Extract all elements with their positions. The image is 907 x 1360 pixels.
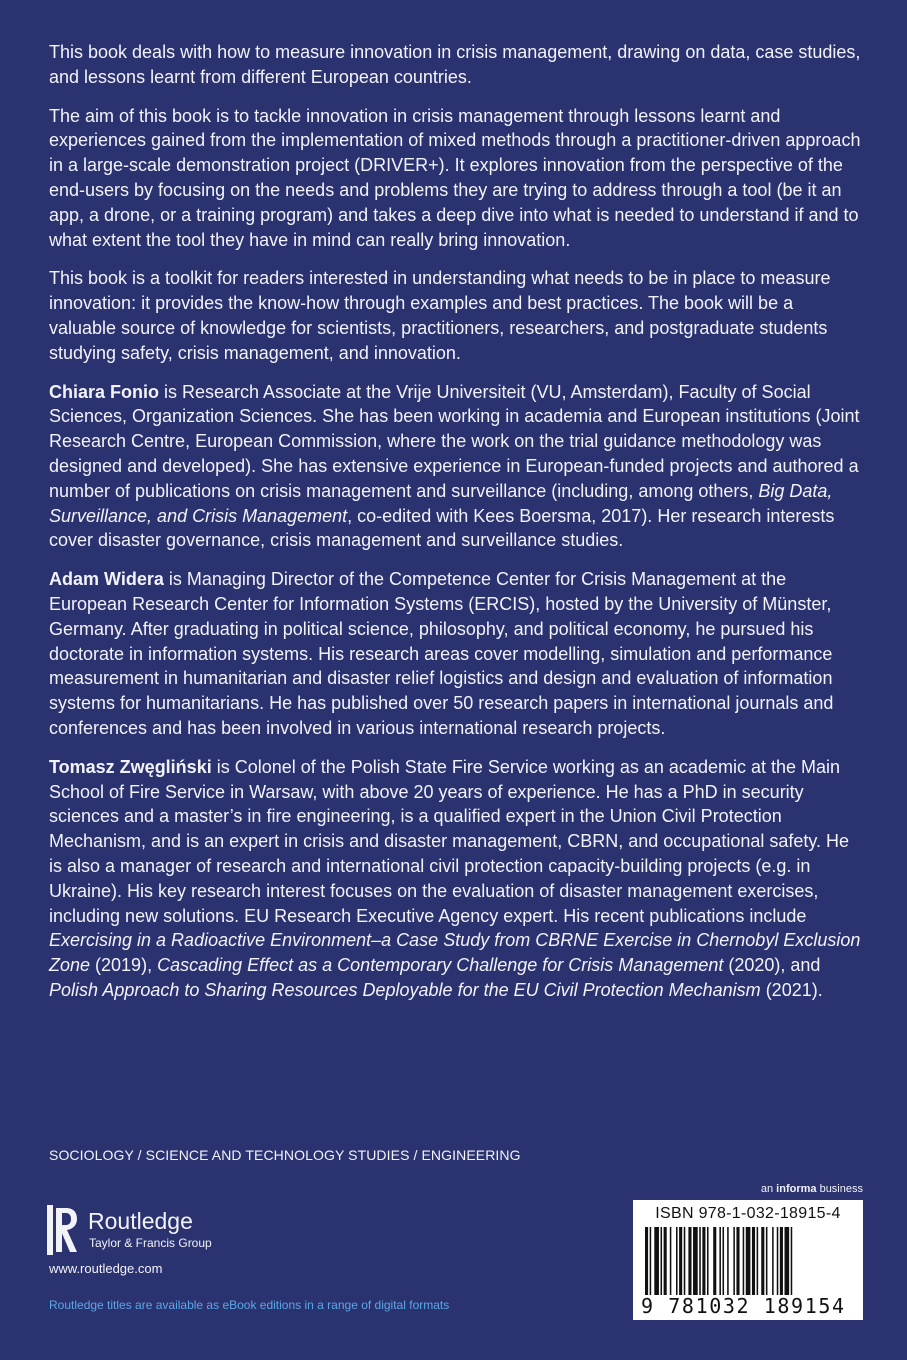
bio-text: (2020), and	[723, 955, 821, 976]
isbn-barcode	[633, 1200, 863, 1320]
author-bio-fonio	[49, 380, 864, 554]
barcode-bar	[645, 1227, 648, 1295]
barcode-bar	[780, 1227, 783, 1295]
book-title: Cascading Effect as a Contemporary Challenge for Crisis Management	[157, 955, 724, 976]
subject-categories: SOCIOLOGY / SCIENCE AND TECHNOLOGY STUDIES / ENGINEERING	[49, 1147, 521, 1163]
book-title: Polish Approach to Sharing Resources Deployable for the EU Civil Protection Mechanism	[49, 979, 761, 1000]
barcode-bar	[688, 1227, 691, 1295]
barcode-bar	[707, 1227, 709, 1295]
informa-suffix: business	[816, 1183, 863, 1195]
barcode-bar	[785, 1227, 790, 1295]
publisher-group: Taylor & Francis Group	[89, 1236, 212, 1250]
barcode-bar	[676, 1227, 678, 1295]
barcode-digits: 9 781032 189154	[641, 1294, 846, 1318]
barcode-bar	[757, 1227, 759, 1295]
author-bio-zweglinski	[49, 755, 864, 1003]
barcode-bar	[702, 1227, 705, 1295]
barcode-bar	[650, 1227, 652, 1295]
barcode-bar	[727, 1227, 729, 1295]
isbn-label: ISBN 978-1-032-18915-4	[655, 1205, 841, 1222]
barcode-bar	[772, 1227, 774, 1295]
informa-tagline	[733, 1183, 863, 1195]
barcode-bar	[684, 1227, 686, 1295]
barcode-bar	[679, 1227, 682, 1295]
bio-text: is Research Associate at the Vrije Universiteit (VU, Amsterdam), Faculty of Social Sciences, Organization Sciences. She has been working in academia and European institutions (Joint Research Centre, European Commission, where the work on the trial guidance methodology was designed and developed). She has extensive experience in European-funded projects and authored a number of publications on crisis management and surveillance (including, among others,	[49, 381, 860, 501]
barcode-bar	[752, 1227, 755, 1295]
bio-text: , co-edited with Kees Boersma, 2017). Her research interests cover disaster governance, crisis management and surveillance studies.	[49, 505, 835, 551]
barcode-bar	[743, 1227, 745, 1295]
book-title: Big Data, Surveillance, and Crisis Management	[49, 480, 833, 526]
publisher-name: Routledge	[88, 1208, 193, 1234]
barcode-bar	[723, 1227, 725, 1295]
barcode-bar	[654, 1227, 659, 1295]
barcode-bar	[661, 1227, 663, 1295]
book-title: Exercising in a Radioactive Environment–a Case Study from CBRNE Exercise in Chernobyl Exclusion Zone	[49, 930, 861, 976]
barcode-bar	[664, 1227, 667, 1295]
barcode-bar	[736, 1227, 739, 1295]
author-bio-widera	[49, 567, 864, 741]
routledge-logo	[46, 1204, 246, 1256]
author-name: Tomasz Zwęgliński	[49, 756, 212, 777]
barcode-bar	[699, 1227, 701, 1295]
publisher-url[interactable]: www.routledge.com	[49, 1261, 163, 1276]
author-name: Chiara Fonio	[49, 381, 160, 402]
barcode-bars	[643, 1227, 855, 1295]
barcode-bar	[761, 1227, 764, 1295]
blurb-paragraph-3: This book is a toolkit for readers interested in understanding what needs to be in place to measure innovation: it provides the know-how through examples and best practices. The book will be a valuable source of knowledge for scientists, practitioners, researchers, and postgraduate students studying safety, crisis management, and innovation.	[49, 268, 831, 363]
barcode-bar	[791, 1227, 793, 1295]
back-cover-text	[49, 40, 864, 1017]
author-name: Adam Widera	[49, 569, 164, 590]
barcode-bar	[733, 1227, 735, 1295]
barcode-bar	[693, 1227, 698, 1295]
informa-prefix: an	[760, 1183, 777, 1195]
bio-text: (2019),	[90, 955, 158, 976]
barcode-bar	[713, 1227, 716, 1295]
bio-text: (2021).	[760, 979, 823, 1000]
bio-text: is Colonel of the Polish State Fire Service working as an academic at the Main School of Fire Service in Warsaw, with above 20 years of experience. He has a PhD in security sciences and a master’s in fire engineering, is a qualified expert in the Union Civil Protection Mechanism, and is an expert in crisis and disaster management, CBRN, and occupational safety. He is also a manager of research and international civil protection capacity-building projects (e.g. in Ukraine). His key research interest focuses on the evaluation of disaster management exercises, including new solutions. EU Research Executive Agency expert. His recent publications include	[49, 756, 850, 926]
barcode-bar	[719, 1227, 721, 1295]
ebook-note: Routledge titles are available as eBook editions in a range of digital formats	[49, 1298, 450, 1312]
informa-brand: informa	[776, 1183, 817, 1195]
barcode-bar	[670, 1227, 672, 1295]
blurb-paragraph-2: The aim of this book is to tackle innovation in crisis management through lessons learnt and experiences gained from the implementation of mixed methods through a practitioner-driven approach in a large-scale demonstration project (DRIVER+). It explores innovation from the perspective of the end-users by focusing on the needs and problems they are trying to address through a tool (be it an app, a drone, or a training program) and takes a deep dive into what is needed to understand if and to what extent the tool they have in mind can really bring innovation.	[49, 105, 861, 250]
routledge-r-icon	[46, 1204, 80, 1256]
blurb-paragraph-1: This book deals with how to measure innovation in crisis management, drawing on data, case studies, and lessons learnt from different European countries.	[49, 42, 861, 87]
barcode-bar	[777, 1227, 779, 1295]
barcode-bar	[746, 1227, 751, 1295]
barcode-bar	[766, 1227, 768, 1295]
bio-text: is Managing Director of the Competence Center for Crisis Management at the European Research Center for Information Systems (ERCIS), hosted by the University of Münster, Germany. After graduating in political science, philosophy, and political economy, he pursued his doctorate in information systems. His research areas cover modelling, simulation and performance measurement in humanitarian and disaster relief logistics and design and evaluation of information systems for humanitarians. He has published over 50 research papers in international journals and conferences and has been involved in various international research projects.	[49, 569, 834, 738]
